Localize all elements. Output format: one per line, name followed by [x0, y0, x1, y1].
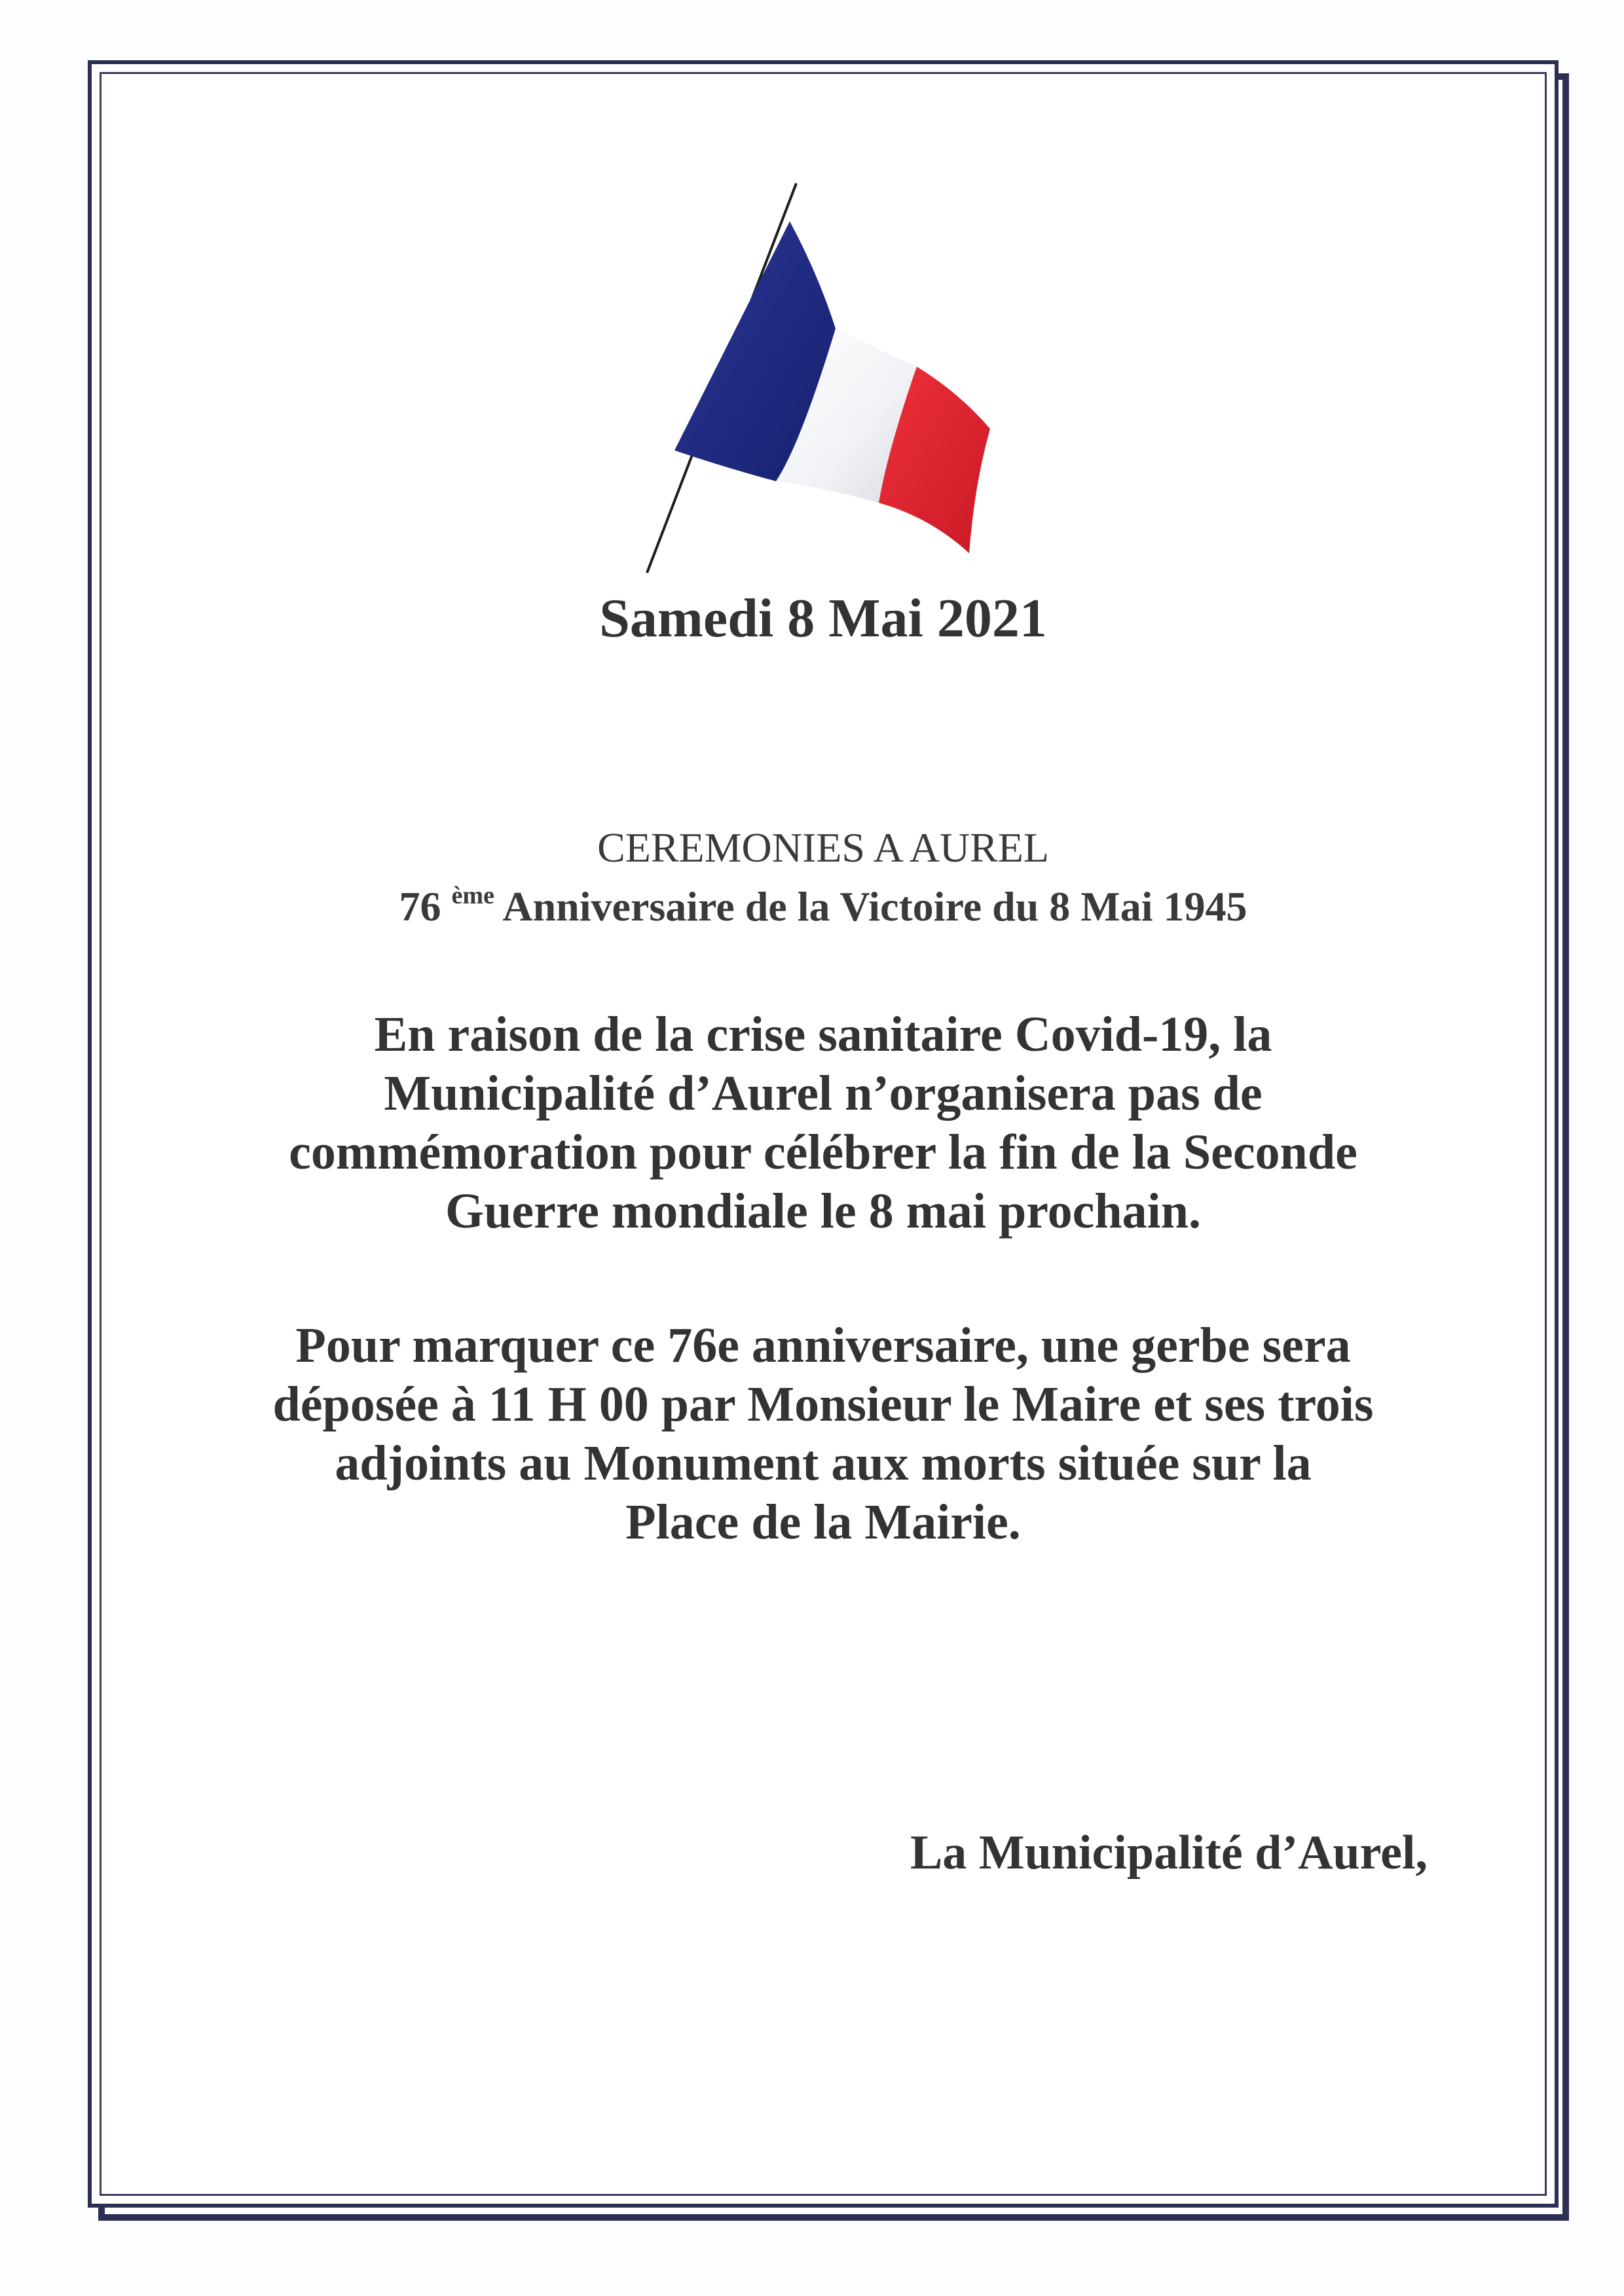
anniversary-ordinal: ème	[451, 882, 494, 909]
paragraph-line: Guerre mondiale le 8 mai prochain.	[445, 1184, 1202, 1239]
signature: La Municipalité d’Aurel,	[910, 1826, 1428, 1880]
paragraph-line: Place de la Mairie.	[625, 1495, 1021, 1550]
paragraph-line: Municipalité d’Aurel n’organisera pas de	[384, 1066, 1263, 1121]
french-flag-icon	[629, 177, 995, 583]
ceremonies-heading: CEREMONIES A AUREL	[597, 824, 1049, 871]
covid-paragraph	[100, 1005, 1547, 1241]
anniversary-line	[100, 877, 1547, 936]
event-date: Samedi 8 Mai 2021	[599, 588, 1047, 649]
wreath-paragraph	[100, 1316, 1547, 1552]
anniversary-text: Anniversaire de la Victoire du 8 Mai 1945	[502, 883, 1247, 930]
paragraph-line: adjoints au Monument aux morts située sur la	[335, 1436, 1312, 1491]
anniversary-number: 76	[399, 883, 441, 930]
paragraph-line: Pour marquer ce 76e anniversaire, une gerbe sera	[295, 1318, 1351, 1373]
paragraph-line: commémoration pour célébrer la fin de la Seconde	[289, 1125, 1357, 1180]
paragraph-line: déposée à 11 H 00 par Monsieur le Maire et ses trois	[272, 1377, 1374, 1432]
paragraph-line: En raison de la crise sanitaire Covid-19, la	[374, 1007, 1272, 1062]
